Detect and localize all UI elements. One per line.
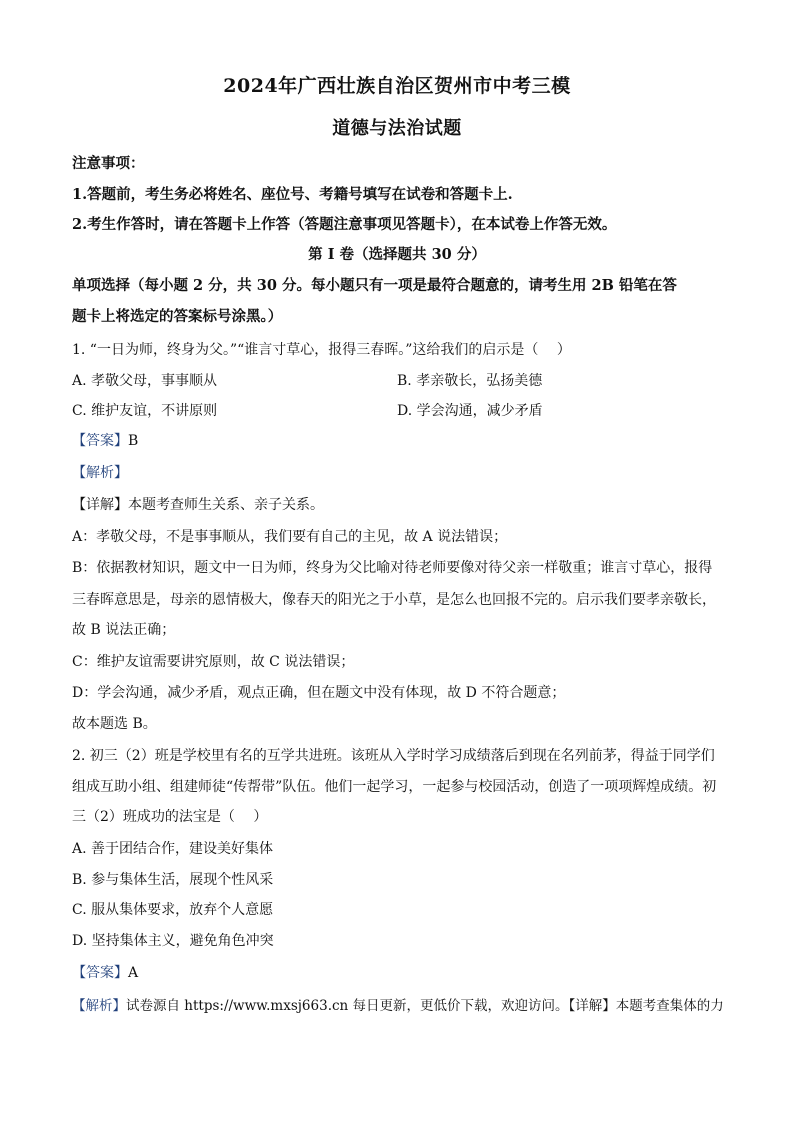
q1-analysis-d: D：学会沟通，减少矛盾，观点正确，但在题文中没有体现，故 D 不符合题意； bbox=[72, 685, 566, 701]
q2-option-c: C. 服从集体要求，放弃个人意愿 bbox=[72, 902, 274, 918]
q1-detail bbox=[72, 494, 732, 514]
q1-analysis-c: C：维护友谊需要讲究原则，故 C 说法错误； bbox=[72, 654, 355, 670]
q1-analysis-b-3: 故 B 说法正确； bbox=[72, 622, 176, 638]
q2-stem-3: 三（2）班成功的法宝是（ ） bbox=[72, 809, 268, 825]
q1-conclusion: 故本题选 B。 bbox=[72, 716, 157, 732]
notice-item-2: 2.考生作答时，请在答题卡上作答（答题注意事项见答题卡），在本试卷上作答无效。 bbox=[72, 216, 617, 233]
detail-tag: 【详解】 bbox=[568, 998, 616, 1014]
q1-analysis-b-1: B：依据教材知识，题文中一日为师，终身为父比喻对待老师要像对待父亲一样敬重；谁言寸草心，报得 bbox=[72, 560, 713, 576]
section-title: 第 I 卷（选择题共 30 分） bbox=[308, 246, 486, 263]
answer-tag: 【答案】 bbox=[72, 433, 128, 449]
instruction-line-2: 题卡上将选定的答案标号涂黑。） bbox=[72, 308, 283, 325]
q2-option-a: A. 善于团结合作，建设美好集体 bbox=[72, 841, 274, 857]
answer-value: A bbox=[128, 965, 139, 981]
analysis-tag: 【解析】 bbox=[72, 465, 128, 481]
q2-stem-1: 2. 初三（2）班是学校里有名的互学共进班。该班从入学时学习成绩落后到现在名列前茅，得益于同学们 bbox=[72, 748, 715, 764]
detail-tag: 【详解】 bbox=[72, 497, 128, 513]
q2-option-d: D. 坚持集体主义，避免角色冲突 bbox=[72, 933, 274, 949]
q1-option-b: B. 孝亲敬长，弘扬美德 bbox=[397, 373, 543, 389]
analysis-tag: 【解析】 bbox=[72, 998, 126, 1014]
q1-analysis-b-2: 三春晖意思是，母亲的恩情极大，像春天的阳光之于小草，是怎么也回报不完的。启示我们要孝亲敬长， bbox=[72, 592, 716, 608]
answer-value: B bbox=[128, 433, 139, 449]
q1-analysis-a: A：孝敬父母，不是事事顺从，我们要有自己的主见，故 A 说法错误； bbox=[72, 529, 508, 545]
q2-answer bbox=[72, 962, 732, 982]
q2-stem-2: 组成互助小组、组建师徒“传帮带”队伍。他们一起学习，一起参与校园活动，创造了一项项辉煌成绩。初 bbox=[72, 779, 717, 795]
q1-option-c: C. 维护友谊，不讲原则 bbox=[72, 403, 218, 419]
notice-item-1: 1.答题前，考生务必将姓名、座位号、考籍号填写在试卷和答题卡上. bbox=[72, 186, 513, 203]
instruction-line-1: 单项选择（每小题 2 分，共 30 分。每小题只有一项是最符合题意的，请考生用 2B 铅笔在答 bbox=[72, 277, 677, 294]
q2-analysis bbox=[72, 994, 732, 1014]
q1-answer bbox=[72, 430, 732, 450]
q1-option-d: D. 学会沟通，减少矛盾 bbox=[397, 403, 543, 419]
detail-text: 本题考查师生关系、亲子关系。 bbox=[128, 497, 324, 513]
q1-stem: 1. “一日为师，终身为父。”“谁言寸草心，报得三春晖。”这给我们的启示是（ ） bbox=[72, 342, 571, 358]
answer-tag: 【答案】 bbox=[72, 965, 128, 981]
detail-text: 本题考查集体的力 bbox=[615, 998, 724, 1014]
exam-subtitle: 道德与法治试题 bbox=[332, 118, 462, 139]
notice-heading: 注意事项： bbox=[72, 155, 145, 172]
q2-option-b: B. 参与集体生活，展现个性风采 bbox=[72, 872, 274, 888]
q1-option-a: A. 孝敬父母，事事顺从 bbox=[72, 373, 218, 389]
exam-title: 2024年广西壮族自治区贺州市中考三模 bbox=[223, 75, 571, 97]
source-notice: 试卷源自 https://www.mxsj663.cn 每日更新，更低价下载，欢迎访问。 bbox=[126, 998, 569, 1014]
q1-analysis bbox=[72, 462, 732, 482]
